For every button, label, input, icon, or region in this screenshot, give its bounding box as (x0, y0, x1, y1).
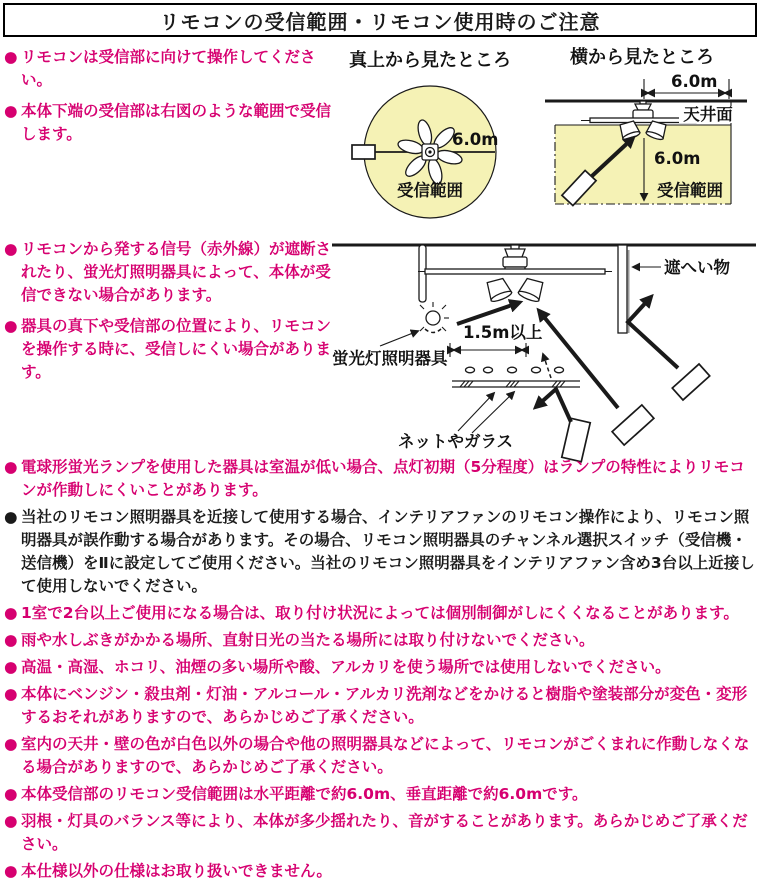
top-view-diagram (330, 42, 545, 225)
horizontal-distance-label: 6.0m (671, 72, 718, 91)
obstruction-diagram (330, 228, 760, 460)
list-item: ● 本体にベンジン・殺虫剤・灯油・アルコール・アルカリ洗剤などをかけると樹脂や塗装部分が変色・変形するおそれがありますので、あらかじめご了承ください。 (4, 683, 756, 729)
blocked-signal-arrow (537, 389, 571, 422)
clearance-label: 1.5m以上 (463, 323, 543, 342)
net-glass-label: ネットやガラス (398, 432, 514, 451)
remote-icon (672, 364, 709, 400)
range-label: 受信範囲 (657, 181, 723, 200)
net-glass-panel (452, 367, 580, 387)
list-item: ● 本体受信部のリモコン受信範囲は水平距離で約6.0m、垂直距離で約6.0mです。 (4, 783, 756, 806)
list-item: ● 器具の真下や受信部の位置により、リモコンを操作する時に、受信しにくい場合があります。 (4, 315, 332, 384)
intro-notes (4, 46, 332, 154)
fluorescent-light-icon (419, 245, 449, 333)
list-item: ● リモコンは受信部に向けて操作してください。 (4, 46, 332, 92)
net-glass-pointer-arrow (458, 393, 494, 431)
fluorescent-label: 蛍光灯照明器具 (332, 349, 448, 368)
vertical-distance-label: 6.0m (654, 149, 701, 168)
list-item: ● 当社のリモコン照明器具を近接して使用する場合、インテリアファンのリモコン操作により、リモコン照明器具が誤作動する場合があります。その場合、リモコン照明器具のチャンネル選択スイッチ（受信機・送信機）をⅡに設定してご使用ください。当社のリモコン照明器具をインテリアファン含め3台以上近接して使用しないでください。 (4, 506, 756, 598)
obstruction-label: 遮へい物 (664, 258, 730, 277)
side-view-title: 横から見たところ (570, 47, 714, 68)
distance-label: 6.0m (452, 130, 499, 149)
remote-icon (612, 405, 654, 445)
list-item: ● 雨や水しぶきがかかる場所、直射日光の当たる場所には取り付けないでください。 (4, 629, 756, 652)
ceiling-label: 天井面 (683, 105, 733, 124)
list-item: ● 電球形蛍光ランプを使用した器具は室温が低い場合、点灯初期（5分程度）はランプの特性によりリモコンが作動しにくいことがあります。 (4, 456, 756, 502)
page-title (3, 3, 757, 37)
top-view-title: 真上から見たところ (349, 50, 511, 71)
deflected-signal-arrow (628, 298, 678, 368)
net-glass-pointer-arrow (472, 392, 514, 433)
list-item: ● 羽根・灯具のバランス等により、本体が多少揺れたり、音がすることがあります。あらかじめご了承ください。 (4, 810, 756, 856)
obstruction-wall (618, 245, 629, 333)
weak-signal-dashed-arrow (543, 354, 551, 378)
page-title-text: リモコンの受信範囲・リモコン使用時のご注意 (159, 9, 601, 34)
ceiling-fan-icon (418, 245, 612, 303)
bottom-notes (4, 456, 756, 887)
list-item: ● 本体下端の受信部は右図のような範囲で受信します。 (4, 100, 332, 146)
fluorescent-pointer-arrow (380, 331, 418, 346)
list-item: ● 高温・高湿、ホコリ、油煙の多い場所や酸、アルカリを使う場所では使用しないでください。 (4, 656, 756, 679)
list-item: ● 1室で2台以上ご使用になる場合は、取り付け状況によっては個別制御がしにくくなることがあります。 (4, 602, 756, 625)
side-view-diagram (545, 42, 760, 225)
list-item: ● 室内の天井・壁の色が白色以外の場合や他の照明器具などによって、リモコンがごくまれに作動しなくなる場合がありますので、あらかじめご了承ください。 (4, 733, 756, 779)
mid-notes (4, 238, 332, 392)
list-item: ● リモコンから発する信号（赤外線）が遮断されたり、蛍光灯照明器具によって、本体が受信できない場合があります。 (4, 238, 332, 307)
remote-icon (352, 145, 375, 159)
range-label: 受信範囲 (397, 181, 463, 200)
clearance-dimension (450, 343, 526, 357)
signal-arrow (457, 303, 518, 324)
list-item: ● 本仕様以外の仕様はお取り扱いできません。 (4, 860, 756, 883)
